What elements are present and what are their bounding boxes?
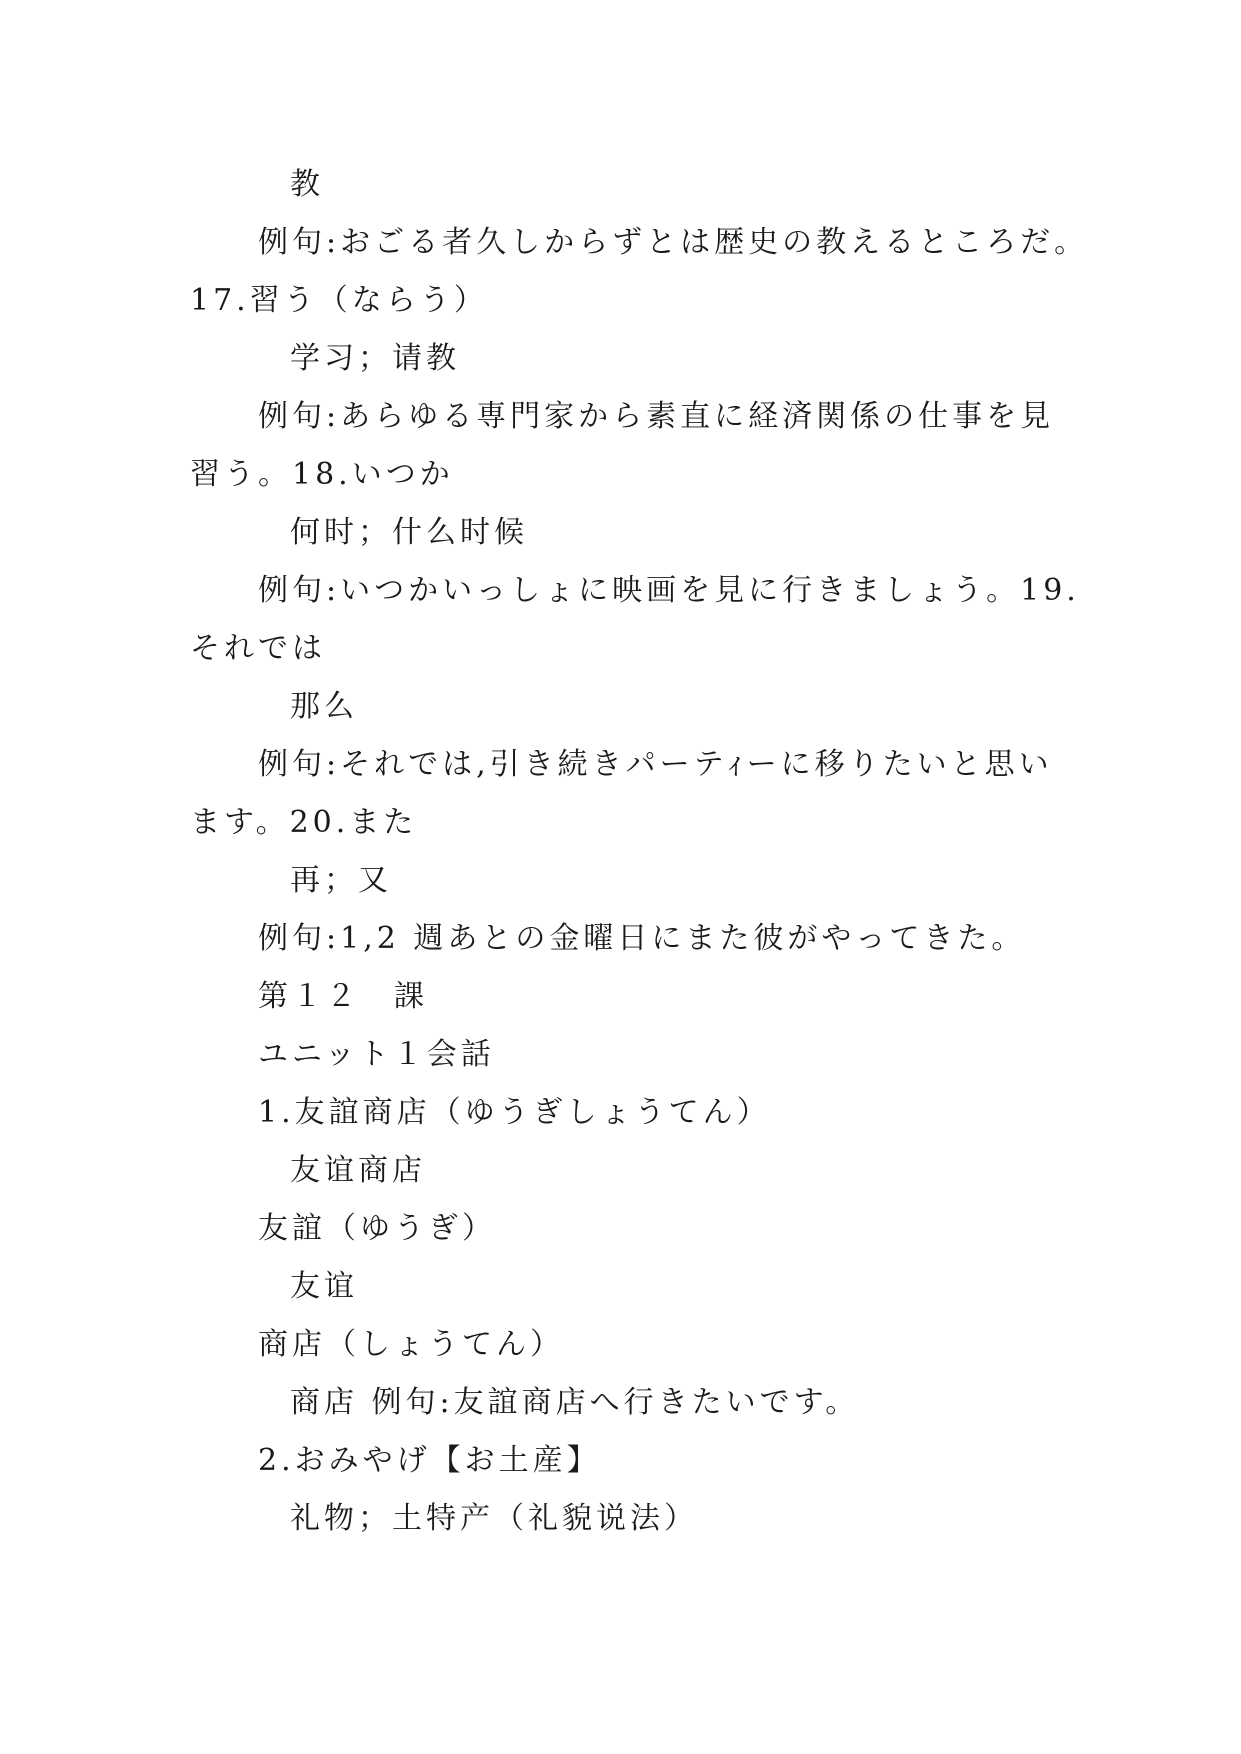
definition-line: 教 xyxy=(290,167,324,202)
example-continuation: 習う。18.いつか xyxy=(190,457,454,492)
definition-line: 友谊 xyxy=(290,1269,358,1304)
vocab-subentry: 友誼（ゆうぎ） xyxy=(258,1211,496,1246)
definition-line: 何时；什么时候 xyxy=(290,515,528,550)
vocab-entry: それでは xyxy=(190,631,326,666)
lesson-heading: 第１２ 課 xyxy=(258,979,428,1014)
example-sentence: 例句:いつかいっしょに映画を見に行きましょう。19. xyxy=(258,573,1080,608)
definition-line: 商店 例句:友誼商店へ行きたいです。 xyxy=(290,1385,860,1420)
vocab-entry: 2.おみやげ【お土産】 xyxy=(258,1443,601,1478)
definition-line: 再；又 xyxy=(290,863,392,898)
vocab-entry: 1.友誼商店（ゆうぎしょうてん） xyxy=(258,1095,771,1130)
definition-line: 礼物；土特产（礼貌说法） xyxy=(290,1501,698,1536)
unit-heading: ユニット１会話 xyxy=(258,1037,495,1072)
example-sentence: 例句:おごる者久しからずとは歴史の教えるところだ。 xyxy=(258,225,1089,260)
example-sentence: 例句:1,2 週あとの金曜日にまた彼がやってきた。 xyxy=(258,921,1026,956)
vocab-entry: 17.習う（ならう） xyxy=(190,283,488,318)
example-sentence: 例句:それでは,引き続きパーテｨーに移りたいと思い xyxy=(258,747,1053,782)
definition-line: 那么 xyxy=(290,689,358,724)
definition-line: 学习；请教 xyxy=(290,341,460,376)
example-continuation: ます。20.また xyxy=(190,805,418,840)
definition-line: 友谊商店 xyxy=(290,1153,426,1188)
example-sentence: 例句:あらゆる専門家から素直に経済関係の仕事を見 xyxy=(258,399,1055,434)
vocab-subentry: 商店（しょうてん） xyxy=(258,1327,564,1362)
